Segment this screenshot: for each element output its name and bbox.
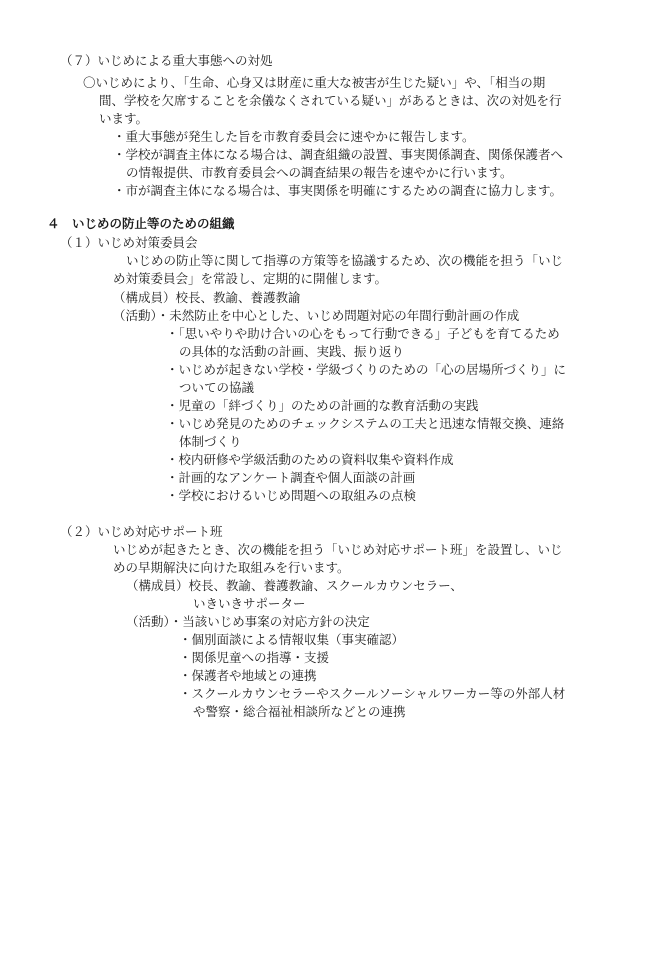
subsection-1-heading: （１）いじめ対策委員会 (60, 235, 198, 250)
subsection-1-activity-continuation: 体制づくり (179, 434, 242, 449)
subsection-1-activity: ・「思いやりや助け合いの心をもって行動できる」子どもを育てるため (166, 326, 560, 341)
section-7-paragraph-line: 間、学校を欠席することを余儀なくされている疑い」があるときは、次の対処を行 (99, 93, 562, 108)
subsection-2-activity: ・個別面談による情報収集（事実確認） (179, 632, 405, 647)
subsection-1-activity: ・計画的なアンケート調査や個人面談の計画 (166, 470, 416, 485)
subsection-1-activity-continuation: ついての協議 (179, 380, 255, 395)
subsection-1-activity-continuation: の具体的な活動の計画、実践、振り返り (179, 344, 405, 359)
subsection-2-members: （構成員）校長、教諭、養護教諭、スクールカウンセラー、 (126, 578, 463, 593)
subsection-2-activity: ・関係児童への指導・支援 (179, 650, 330, 665)
subsection-1-paragraph-line: いじめの防止等に関して指導の方策等を協議するため、次の機能を担う「いじ (126, 253, 564, 268)
subsection-2-activity-continuation: や警察・総合福祉相談所などとの連携 (193, 704, 406, 719)
section-7-heading: （７）いじめによる重大事態への対処 (60, 53, 273, 68)
subsection-1-activity: （活動）・未然防止を中心とした、いじめ問題対応の年間行動計画の作成 (113, 308, 520, 323)
section-7-paragraph-line: 〇いじめにより、「生命、心身又は財産に重大な被害が生じた疑い」や、「相当の期 (83, 75, 546, 90)
subsection-1-activity: ・校内研修や学級活動のための資料収集や資料作成 (166, 452, 454, 467)
subsection-2-paragraph-line: いじめが起きたとき、次の機能を担う「いじめ対応サポート班」を設置し、いじ (113, 542, 563, 557)
subsection-1-paragraph-line: め対策委員会」を常設し、定期的に開催します。 (113, 271, 388, 286)
subsection-2-paragraph-line: めの早期解決に向けた取組みを行います。 (113, 560, 350, 575)
section-7-bullet: ・市が調査主体になる場合は、事実関係を明確にするための調査に協力します。 (113, 183, 563, 198)
subsection-2-activity: ・保護者や地域との連携 (179, 668, 317, 683)
section-4-heading: ４ いじめの防止等のための組織 (47, 216, 235, 231)
subsection-2-members-continuation: いきいきサポーター (193, 596, 306, 611)
section-7-bullet: ・学校が調査主体になる場合は、調査組織の設置、事実関係調査、関係保護者へ (113, 147, 564, 162)
subsection-2-heading: （２）いじめ対応サポート班 (60, 524, 223, 539)
subsection-1-activity: ・学校におけるいじめ問題への取組みの点検 (166, 488, 417, 503)
section-7-bullet-continuation: の情報提供、市教育委員会への調査結果の報告を速やかに行います。 (126, 165, 513, 180)
subsection-1-activity: ・いじめが起きない学校・学級づくりのための「心の居場所づくり」に (166, 362, 567, 377)
subsection-1-activity: ・児童の「絆づくり」のための計画的な教育活動の実践 (166, 398, 479, 413)
subsection-2-activity: ・スクールカウンセラーやスクールソーシャルワーカー等の外部人材 (179, 686, 566, 701)
subsection-2-activity: （活動）・当該いじめ事案の対応方針の決定 (126, 614, 370, 629)
section-7-bullet: ・重大事態が発生した旨を市教育委員会に速やかに報告します。 (113, 129, 475, 144)
subsection-1-members: （構成員）校長、教諭、養護教諭 (113, 290, 301, 305)
subsection-1-activity: ・いじめ発見のためのチェックシステムの工夫と迅速な情報交換、連絡 (166, 416, 565, 431)
section-7-paragraph-line: います。 (99, 111, 149, 126)
